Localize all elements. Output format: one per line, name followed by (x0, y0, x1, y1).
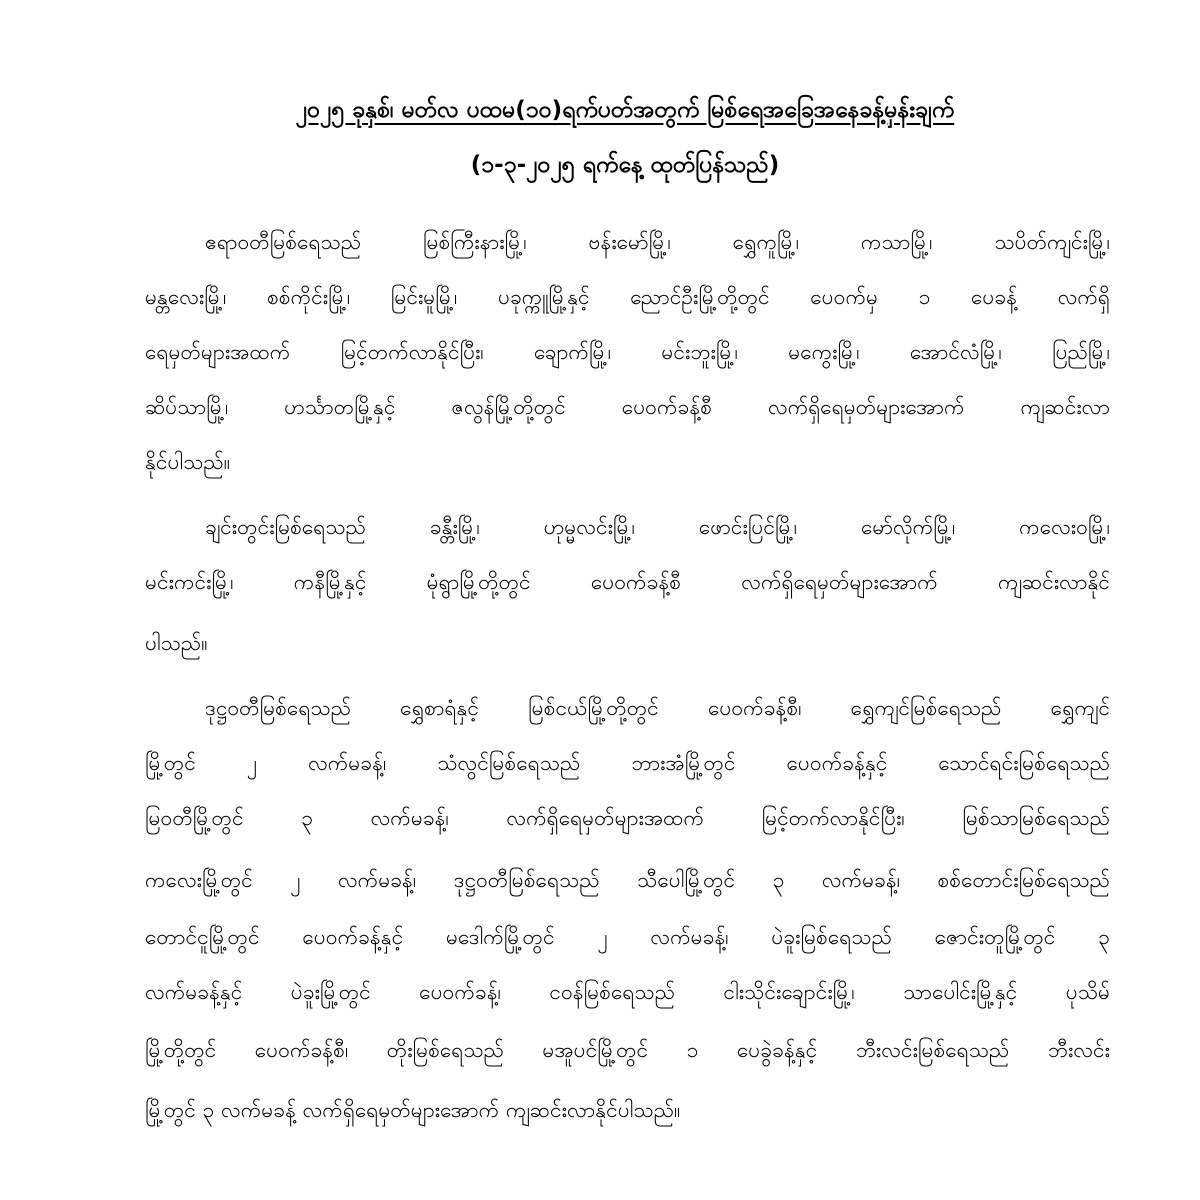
paragraph-3-line-2: မြို့တွင် ၂ လက်မခန့်၊ သံလွင်မြစ်ရေသည် ဘားအံမြို့တွင် ပေ၀က်ခန့်နှင့် သောင်ရင်းမြစ်ရေသည် (145, 751, 1110, 775)
paragraph-1-line-4: ဆိပ်သာမြို့၊ ဟင်္သာတမြို့နှင့် ဇလွန်မြို့တို့တွင် ပေ၀က်ခန့်စီ လက်ရှိရေမှတ်များအောက် ကျဆင်းလာ (145, 395, 1110, 419)
paragraph-3-line-3: မြဝတီမြို့တွင် ၃ လက်မခန့်၊ လက်ရှိရေမှတ်များအထက် မြင့်တက်လာနိုင်ပြီး၊ မြစ်သာမြစ်ရေသည် (145, 806, 1110, 830)
paragraph-3-line-4: ကလေးမြို့တွင် ၂ လက်မခန့်၊ ဒုဋ္ဌဝတီမြစ်ရေသည် သီပေါမြို့တွင် ၃ လက်မခန့်၊ စစ်တောင်းမြစ်ရေသည် (145, 868, 1110, 892)
paragraph-3-line-8: မြို့တွင် ၃ လက်မခန့် လက်ရှိရေမှတ်များအောက် ကျဆင်းလာနိုင်ပါသည်။ (145, 1098, 681, 1122)
paragraph-1-line-3: ရေမှတ်များအထက် မြင့်တက်လာနိုင်ပြီး၊ ချောက်မြို့၊ မင်းဘူးမြို့၊ မကွေးမြို့၊ အောင်လံမြို့၊ ပြည်မြို့၊ (145, 340, 1110, 364)
paragraph-2-line-1: ချင်းတွင်းမြစ်ရေသည် ခန္တီးမြို့၊ ဟုမ္မလင်းမြို့၊ ဖောင်းပြင်မြို့၊ မော်လိုက်မြို့၊ ကလေးဝမြို့၊ (205, 515, 1110, 539)
paragraph-2-line-3: ပါသည်။ (145, 631, 208, 655)
paragraph-3-line-5: တောင်ငူမြို့တွင် ပေ၀က်ခန့်နှင့် မဒေါက်မြို့တွင် ၂ လက်မခန့်၊ ပဲခူးမြစ်ရေသည် ဇောင်းတူမြို့တွင် ၃ (145, 925, 1110, 949)
paragraph-1-line-2: မန္တလေးမြို့၊ စစ်ကိုင်းမြို့၊ မြင်းမူမြို့၊ ပခုက္ကူမြို့နှင့် ညောင်ဦးမြို့တို့တွင် ပေ၀က်မှ ၁ ပေခန့် လက်ရှိ (145, 285, 1110, 309)
paragraph-3-line-6: လက်မခန့်နှင့် ပဲခူးမြို့တွင် ပေ၀က်ခန့်၊ ငဝန်မြစ်ရေသည် ငါးသိုင်းချောင်းမြို့၊ သာပေါင်းမြို့နှင့် ပုသိမ် (145, 980, 1110, 1004)
document-title: ၂၀၂၅ ခုနှစ်၊ မတ်လ ပထမ(၁၀)ရက်ပတ်အတွက် မြစ်ရေအခြေအနေခန့်မှန်းချက် (295, 97, 955, 123)
paragraph-3-line-1: ဒုဋ္ဌဝတီမြစ်ရေသည် ရွှေစာရံနှင့် မြစ်ငယ်မြို့တို့တွင် ပေ၀က်ခန့်စီ၊ ရွှေကျင်မြစ်ရေသည် ရွှေကျင် (205, 696, 1110, 720)
paragraph-1-line-5: နိုင်ပါသည်။ (145, 450, 231, 474)
paragraph-2-line-2: မင်းကင်းမြို့၊ ကနီမြို့နှင့် မုံရွာမြို့တို့တွင် ပေ၀က်ခန့်စီ လက်ရှိရေမှတ်များအောက် ကျဆင်းလာနိုင် (145, 570, 1110, 594)
document-subtitle: (၁-၃-၂၀၂၅ ရက်နေ့ ထုတ်ပြန်သည်) (470, 152, 780, 178)
paragraph-3-line-7: မြို့တို့တွင် ပေ၀က်ခန့်စီ၊ တိုးမြစ်ရေသည် မအူပင်မြို့တွင် ၁ ပေခွဲခန့်နှင့် ဘီးလင်းမြစ်ရေသည် ဘီးလင်း (145, 1038, 1110, 1062)
paragraph-1-line-1: ဧရာဝတီမြစ်ရေသည် မြစ်ကြီးနားမြို့၊ ဗန်းမော်မြို့၊ ရွှေကူမြို့၊ ကသာမြို့၊ သပိတ်ကျင်းမြို့၊ (205, 230, 1110, 254)
